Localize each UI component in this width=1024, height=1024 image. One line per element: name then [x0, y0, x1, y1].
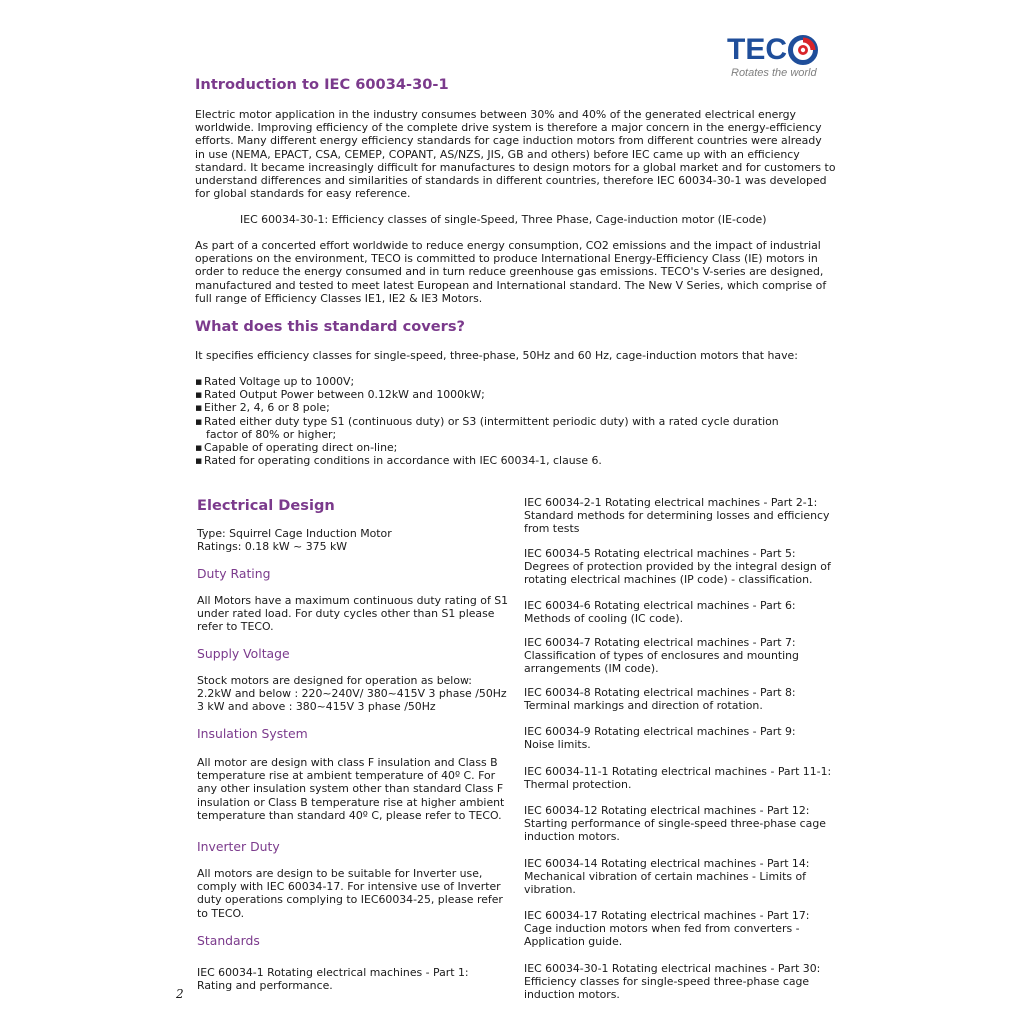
inverter-line: comply with IEC 60034-17. For intensive use of Inverter — [197, 880, 501, 894]
duty-rating-title: Duty Rating — [197, 566, 271, 581]
standard-line: IEC 60034-14 Rotating electrical machines - Part 14: — [524, 857, 810, 870]
standard-line: Methods of cooling (IC code). — [524, 612, 684, 626]
intro-p2-line: manufactured and tested to meet latest European and International standard. The New V Series, which comprise of — [195, 278, 827, 292]
electrical-type-ratings — [197, 527, 517, 553]
teco-logo — [727, 33, 818, 67]
standard-item — [524, 547, 842, 587]
standard-line: IEC 60034-8 Rotating electrical machines - Part 8: — [524, 686, 796, 699]
standard-line: Thermal protection. — [524, 778, 632, 792]
inverter-duty-text — [197, 867, 509, 920]
standard-item — [524, 909, 842, 949]
supply-voltage-text — [197, 674, 515, 714]
inverter-duty-title: Inverter Duty — [197, 839, 280, 854]
type-line: Type: Squirrel Cage Induction Motor — [197, 527, 392, 540]
supply-line: 3 kW and above : 380~415V 3 phase /50Hz — [197, 700, 436, 714]
standard-line: IEC 60034-2-1 Rotating electrical machines - Part 2-1: — [524, 496, 818, 509]
standard-line: Degrees of protection provided by the integral design of — [524, 560, 831, 574]
intro-centered-statement: IEC 60034-30-1: Efficiency classes of single-Speed, Three Phase, Cage-induction motor (IE-code) — [240, 213, 767, 226]
standard-item — [524, 765, 842, 791]
page-number: 2 — [176, 987, 184, 1001]
inverter-line: to TECO. — [197, 906, 245, 920]
standard-line: IEC 60034-11-1 Rotating electrical machines - Part 11-1: — [524, 765, 832, 778]
standard-line: IEC 60034-7 Rotating electrical machines - Part 7: — [524, 636, 796, 649]
standard-line: from tests — [524, 522, 580, 536]
insulation-line: insulation or Class B temperature rise at higher ambient — [197, 795, 505, 809]
intro-p2-line: order to reduce the energy consumed and in turn reduce greenhouse gas emissions. TECO's V-series are designed, — [195, 265, 824, 279]
intro-title: Introduction to IEC 60034-30-1 — [195, 76, 449, 93]
standard-line: IEC 60034-6 Rotating electrical machines - Part 6: — [524, 599, 796, 612]
standard-line: Terminal markings and direction of rotation. — [524, 699, 763, 713]
inverter-line: duty operations complying to IEC60034-25, please refer — [197, 893, 503, 907]
standard-line: IEC 60034-9 Rotating electrical machines - Part 9: — [524, 725, 796, 738]
intro-p1-line: in use (NEMA, EPACT, CSA, CEMEP, COPANT, AS/NZS, JIS, GB and others) before IEC came up with an efficiency — [195, 147, 800, 161]
standards-title: Standards — [197, 933, 260, 948]
standard-item — [524, 686, 842, 712]
standard-item — [524, 857, 842, 897]
ratings-line: Ratings: 0.18 kW ~ 375 kW — [197, 540, 348, 554]
insulation-line: All motor are design with class F insulation and Class B — [197, 756, 498, 769]
standard-line: IEC 60034-5 Rotating electrical machines - Part 5: — [524, 547, 796, 560]
logo-tagline: Rotates the world — [731, 67, 817, 79]
standard-line: arrangements (IM code). — [524, 662, 659, 676]
standard-line: induction motors. — [524, 830, 620, 844]
covers-title: What does this standard covers? — [195, 318, 466, 335]
insulation-line: any other insulation system other than standard Class F — [197, 782, 504, 796]
duty-line: under rated load. For duty cycles other than S1 please — [197, 607, 495, 621]
list-item: ▪ Capable of operating direct on-line; — [195, 441, 815, 454]
intro-p2-line: As part of a concerted effort worldwide to reduce energy consumption, CO2 emissions and the impact of industrial — [195, 239, 821, 252]
intro-p1-line: worldwide. Improving efficiency of the complete drive system is therefore a major concern in the energy-efficiency — [195, 121, 822, 135]
standard-line: Standard methods for determining losses and efficiency — [524, 509, 830, 523]
list-item: ▪ Rated Voltage up to 1000V; — [195, 375, 815, 388]
supply-voltage-title: Supply Voltage — [197, 646, 290, 661]
intro-p2-line: full range of Efficiency Classes IE1, IE2 & IE3 Motors. — [195, 291, 483, 305]
standard-line: Starting performance of single-speed three-phase cage — [524, 817, 826, 831]
duty-line: refer to TECO. — [197, 620, 274, 634]
standard-item — [524, 725, 842, 751]
intro-p2-line: operations on the environment, TECO is committed to produce International Energy-Efficiency Class (IE) motors in — [195, 252, 818, 266]
covers-bullet-list — [195, 375, 815, 467]
intro-p1-line: for global standards for easy reference. — [195, 187, 411, 201]
standard-line: Classification of types of enclosures and mounting — [524, 649, 799, 663]
standard-line: Application guide. — [524, 935, 623, 949]
intro-p1-line: efforts. Many different energy efficiency standards for cage induction motors from different countries were already — [195, 134, 822, 148]
standard-line: Mechanical vibration of certain machines - Limits of — [524, 870, 807, 884]
logo-text: TEC — [727, 33, 787, 66]
standard-line: IEC 60034-12 Rotating electrical machines - Part 12: — [524, 804, 810, 817]
supply-line: Stock motors are designed for operation as below: — [197, 674, 472, 687]
bullet-4-text: Rated either duty type S1 (continuous duty) or S3 (intermittent periodic duty) with a rated cycle duration — [204, 414, 779, 428]
standard-item — [524, 496, 842, 536]
list-item: ▪ Either 2, 4, 6 or 8 pole; — [195, 401, 815, 414]
duty-line: All Motors have a maximum continuous duty rating of S1 — [197, 594, 509, 607]
standard-item — [524, 636, 842, 676]
standard-item — [524, 804, 842, 844]
insulation-line: temperature than standard 40º C, please refer to TECO. — [197, 808, 502, 822]
standard-line: IEC 60034-30-1 Rotating electrical machines - Part 30: — [524, 962, 821, 975]
covers-lead: It specifies efficiency classes for single-speed, three-phase, 50Hz and 60 Hz, cage-induction motors that have: — [195, 349, 798, 362]
standard-line: IEC 60034-17 Rotating electrical machines - Part 17: — [524, 909, 810, 922]
electrical-design-title: Electrical Design — [197, 497, 335, 514]
teco-swirl-logo-icon — [788, 35, 818, 65]
standard-item — [524, 962, 842, 1002]
intro-paragraph-2 — [195, 239, 832, 305]
list-item: ▪ Rated Output Power between 0.12kW and 1000kW; — [195, 388, 815, 401]
standard-line: rotating electrical machines (IP code) - classification. — [524, 573, 813, 587]
standard-line: Rating and performance. — [197, 979, 333, 993]
insulation-system-text — [197, 756, 509, 822]
list-item: ▪ Rated for operating conditions in accordance with IEC 60034-1, clause 6. — [195, 454, 815, 467]
bullet-4-continuation: factor of 80% or higher; — [206, 427, 337, 441]
insulation-line: temperature rise at ambient temperature of 40º C. For — [197, 769, 496, 783]
insulation-system-title: Insulation System — [197, 726, 308, 741]
standard-line: vibration. — [524, 883, 576, 897]
supply-line: 2.2kW and below : 220~240V/ 380~415V 3 phase /50Hz — [197, 687, 507, 701]
standard-item-part-1 — [197, 966, 515, 992]
intro-p1-line: Electric motor application in the industry consumes between 30% and 40% of the generated electrical energy — [195, 108, 796, 121]
standard-line: induction motors. — [524, 988, 620, 1002]
intro-p1-line: understand differences and similarities of standards in different countries, therefore IEC 60034-30-1 was developed — [195, 174, 827, 188]
standard-line: IEC 60034-1 Rotating electrical machines - Part 1: — [197, 966, 469, 979]
list-item — [195, 415, 815, 441]
standard-item — [524, 599, 842, 625]
standard-line: Efficiency classes for single-speed three-phase cage — [524, 975, 810, 989]
intro-p1-line: standard. It became increasingly difficult for manufactures to design motors for a global market and for customers to — [195, 160, 836, 174]
duty-rating-text — [197, 594, 509, 634]
intro-paragraph-1 — [195, 108, 836, 201]
standard-line: Cage induction motors when fed from converters - — [524, 922, 800, 936]
standard-line: Noise limits. — [524, 738, 591, 752]
inverter-line: All motors are design to be suitable for Inverter use, — [197, 867, 483, 880]
